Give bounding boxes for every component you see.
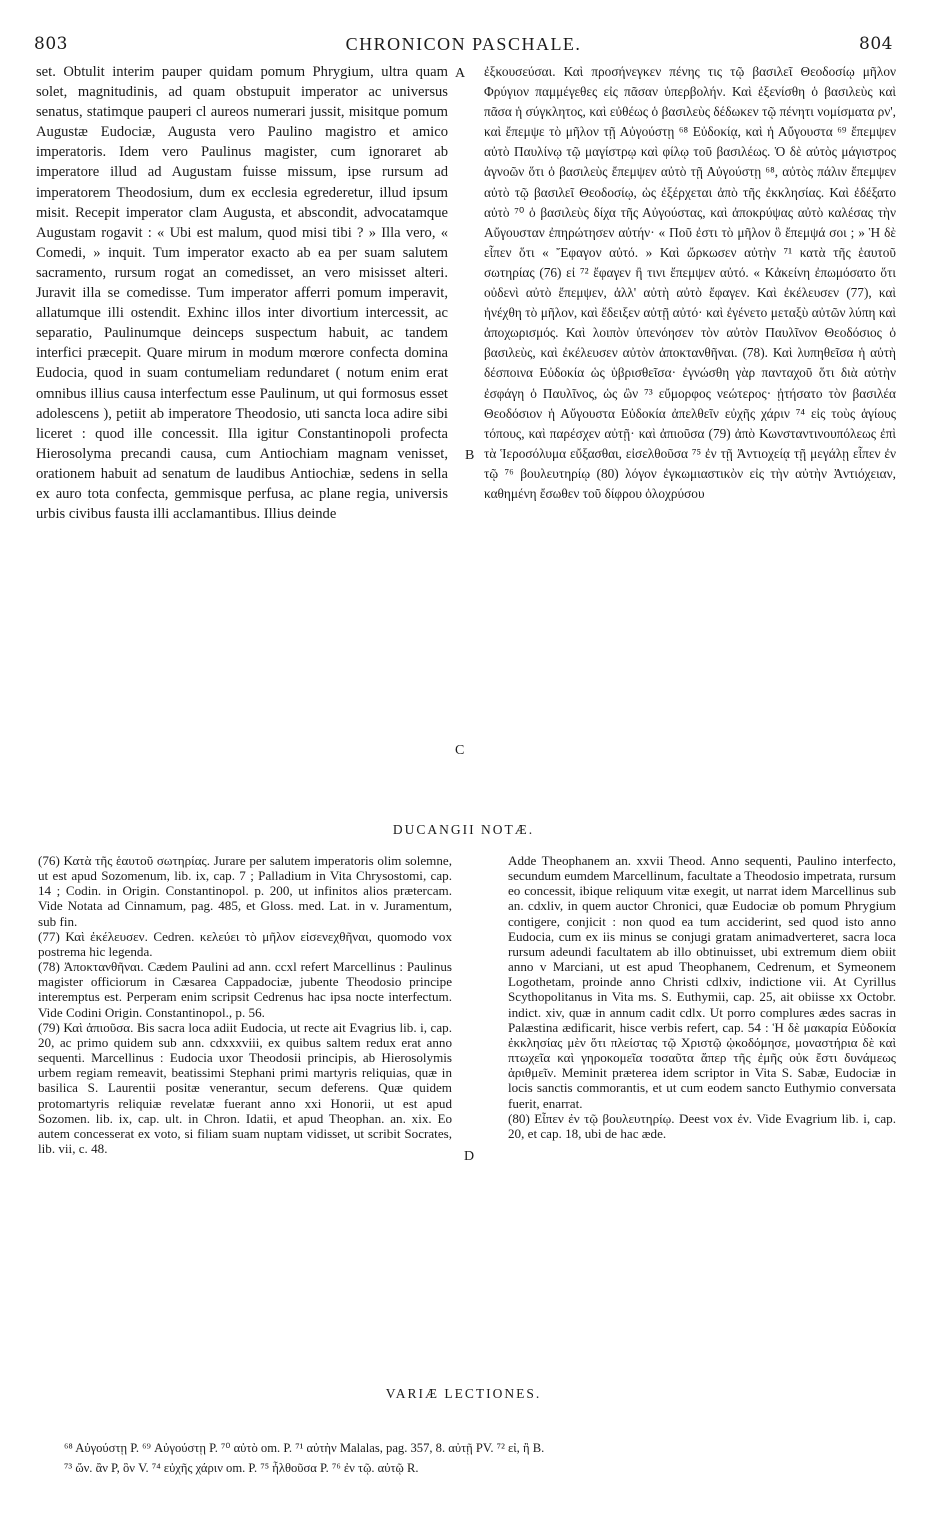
greek-column bbox=[484, 62, 896, 504]
page-number-left: 803 bbox=[34, 34, 68, 54]
latin-text: set. Obtulit interim pauper quidam pomum Phrygium, ultra quam solet, magnitudinis, ad quam obstupuit imperator ac universus senatus, statimque pauperi cl aureos numerari jussit, misitque pomum Augustæ Eudociæ, Augusta vero Paulino magistro et amico imperatoris. Idem vero Paulinus magister, cum ignoraret ab imperatore illud ad Augustam fuisse missum, ipse rursum ad imperatorem Theodosium, dum ex ecclesia egrederetur, illud ipsum misit. Recepit imperator clam Augusta, et abscondit, advocatamque Augustam rogavit : « Ubi est malum, quod misi tibi ? » Illa vero, « Comedi, » inquit. Tum imperator exacto ab ea per suam salutem sacramento, rursum rogat an comedisset, an vero misisset alteri. Juravit illa se comedisse. Tum imperator afferri pomum imperavit, allatumque illi ostendit. Exhinc illos inter divortium intercessit, ac separatio, Paulinumque deinceps suspectum habuit, ac tandem interfici præcepit. Quare mirum in modum mœrore confecta domina Eudocia, quod in suam contumeliam redundaret ( notum enim erat omnibus illius causa interfectum esse Paulinum, ut qui formosus esset adolescens ), petiit ab imperatore Theodosio, uti sancta loca adire sibi liceret : quod ille concessit. Illa igitur Constantinopoli profecta Hierosolyma precandi causa, cum Antiochiam magnam venisset, orationem habuit ad senatum de laudibus Antiochiæ, sedens in sella ex auro tota confecta, gemmisque perfusa, ac plane regia, universis urbis civibus fausta illi acclamantibus. Illius deinde bbox=[36, 64, 448, 523]
varia-line: ⁷³ ὤν. ἂν P, ὃν V. ⁷⁴ εὐχῆς χάριν om. P. ⁷⁵ ἦλθοῦσα P. ⁷⁶ ἐν τῷ. αὐτῷ R. bbox=[64, 1461, 419, 1475]
note-79: (79) Καὶ ἀπιοῦσα. Bis sacra loca adiit Eudocia, ut recte ait Evagrius lib. i, cap. 20, ac primo quidem sub ann. cdxxxviii, ex quibus saltem redux erat anno sequenti. Marcellinus : Eudocia uxor Theodosii principis, ab Hierosolymis urbem regiam remeavit, beatissimi Stephani primi martyris reliquias, quæ in basilica S. Laurentii positæ venerantur, secum deferens. Quæ quidem protomartyris reliquiæ revelatæ fuerant anno xxi Honorii, ut est apud Sozomen. lib. ix, cap. ult. in Chron. Idatii, et apud Theophan. an. xix. Eo autem concesserat ex voto, si filiam suam nuptam vidisset, ut scribit Socrates, lib. vii, c. 48. bbox=[38, 1019, 452, 1156]
note-79-continued: Adde Theophanem an. xxvii Theod. Anno sequenti, Paulino interfecto, secundum eumdem Marcellinum, facultate a Theodosio impetrata, rursum eo concessit, ibique reliquum vitæ exegit, ut narrat idem Marcellinus sub an. cdxliv, in quem auctor Chronici, quæ Eudociæ ob pomum Phrygium contigere, conjicit : non quod ea tum acciderint, sed quod isto anno Eudocia, cum ex iis minus se conjugi gratam animadverteret, sacra loca rursum adeundi facultatem ab illo obtinuisset, ubi extremum diem obiit anno v Marciani, ut est apud Theophanem, Cedrenum, et Symeonem Logothetam, proinde anno Christi cdlxiv, indictione vii. At Cyrillus Scythopolitanus in Vita ms. S. Euthymii, cap. 25, ait obiisse xx Octobr. indict. xiv, quæ in annum cadit cdlx. Ut porro complures ædes sacras in Palæstina ædificarit, hisce verbis refert, cap. 54 : Ἡ δὲ μακαρία Εὐδοκία ἐκκλησίας μὲν ὅτι πλείστας τῷ Χριστῷ ᾠκοδόμησε, μοναστήρια δὲ καὶ πτωχεῖα καὶ γηροκομεῖα τοσαῦτα ἅπερ τῆς ἐμῆς οὐκ ἔστι δυνάμεως ἀριθμεῖν. Meminit præterea idem scriptor in Vita S. Sabæ, Eudociæ in locis sanctis commorantis, et ut cum eodem sancto Euthymio conversata fuerit, enarrat. bbox=[508, 853, 896, 1111]
note-77: (77) Καὶ ἐκέλευσεν. Cedren. κελεύει τὸ μῆλον εἰσενεχθῆναι, quomodo vox postrema hic legenda. bbox=[38, 928, 452, 959]
note-76: (76) Κατὰ τῆς ἑαυτοῦ σωτηρίας. Jurare per salutem imperatoris olim solemne, ut est apud Sozomenum, lib. ix, cap. 7 ; Palladium in Vita Chrysostomi, cap. 14 ; Codin. in Origin. Constantinopol. p. 200, ut infinitos alios prætercam. Vide Notata ad Cinnamum, pag. 485, et Gloss. med. Lat. in v. Juramentum, sub fin. bbox=[38, 853, 452, 929]
page-title: CHRONICON PASCHALE. bbox=[345, 34, 582, 54]
note-80: (80) Εἶπεν ἐν τῷ βουλευτηρίῳ. Deest vox ἐν. Vide Evagrium lib. i, cap. 20, et cap. 18, ubi de hac æde. bbox=[508, 1110, 896, 1141]
notes-right-column bbox=[508, 853, 896, 1141]
page-number-right: 804 bbox=[859, 34, 893, 54]
latin-column bbox=[36, 62, 448, 524]
margin-letter-b: B bbox=[465, 448, 475, 463]
margin-letter-a: A bbox=[455, 66, 466, 81]
margin-letter-c: C bbox=[455, 743, 465, 758]
note-78: (78) Ἀποκτανθῆναι. Cædem Paulini ad ann. ccxl refert Marcellinus : Paulinus magister officiorum in Cæsarea Cappadociæ, jubente Theodosio principe interemptus est. Perperam enim scripsit Cedrenus hac ipsa nocte interfectum. Vide Codini Origin. Constantinopol., p. 56. bbox=[38, 959, 452, 1020]
notes-left-column bbox=[38, 853, 452, 1156]
variae-lectiones-heading: VARIÆ LECTIONES. bbox=[385, 1386, 542, 1401]
running-header bbox=[34, 34, 893, 56]
greek-text: ἐξκουσεύσαι. Καὶ προσήνεγκεν πένης τις τῷ βασιλεῖ Θεοδοσίῳ μῆλον Φρύγιον παμμέγεθες εἰς πᾶσαν ὑπερβολήν. Καὶ ἐξενίσθη ὁ βασιλεὺς καὶ πᾶσα ἡ σύγκλητος, καὶ εὐθέως ὁ βασιλεὺς δέδωκεν τῷ πένητι νομίσματα ρν', καὶ ἔπεμψε τὸ μῆλον τῇ Αὐγούστῃ ⁶⁸ Εὐδοκίᾳ, καὶ ἡ Αὔγουστα ⁶⁹ ἔπεμψεν αὐτὸ Παυλίνῳ τῷ μαγίστρῳ καὶ φίλῳ τοῦ βασιλέως. Ὁ δὲ αὐτὸς μάγιστρος ἀγνοῶν ὅτι ὁ βασιλεὺς ἔπεμψεν αὐτὸ τῇ Αὐγούστῃ ⁶⁸, αὐτὸς πάλιν ἔπεμψεν αὐτὸ τῷ βασιλεῖ Θεοδοσίῳ, ὡς ἐξέρχεται ἀπὸ τῆς ἐκκλησίας. Καὶ ἐδέξατο αὐτὸ ⁷⁰ ὁ βασιλεὺς δίχα τῆς Αὐγούστας, καὶ ἀποκρύψας αὐτὸ καλέσας τὴν Αὔγουσταν ἐπηρώτησεν αὐτήν· « Ποῦ ἐστι τὸ μῆλον ὃ ἔπεμψά σοι ; » Ἡ δὲ εἶπεν ὅτι « Ἔφαγον αὐτό. » Καὶ ὤρκωσεν αὐτὴν ⁷¹ κατὰ τῆς ἑαυτοῦ σωτηρίας (76) εἰ ⁷² ἔφαγεν ἢ τινι ἔπεμψεν αὐτό. « Κἀκείνη ἐπωμόσατο ὅτι οὐδενὶ αὐτὸ ἔπεμψεν, ἀλλ' αὐτὴ αὐτὸ ἔφαγεν. Καὶ ἐκέλευσεν (77), καὶ ἠνέχθη τὸ μῆλον, καὶ ἔδειξεν αὐτῇ αὐτό· καὶ ἐγένετο μεταξὺ αὐτῶν λύπη καὶ ἀποχωρισμός. Καὶ λοιπὸν ὑπενόησεν τὸν αὐτὸν Παυλῖνον Θεοδόσιος ὁ βασιλεὺς, καὶ ἐκέλευσεν αὐτὸν ἀποκτανθῆναι. (78). Καὶ λυπηθεῖσα ἡ αὐτὴ δέσποινα Εὐδοκία ὡς ὑβρισθεῖσα· ἐγνώσθη γὰρ πανταχοῦ ὅτι διὰ αὐτὴν ἐσφάγη ὁ Παυλῖνος, ὡς ὢν ⁷³ εὔμορφος νεώτερος· ᾐτήσατο τὸν βασιλέα Θεοδόσιον ἡ Αὔγουστα Εὐδοκία ἀπελθεῖν εὐχῆς χάριν ⁷⁴ εἰς τοὺς ἁγίους τόπους, καὶ παρέσχεν αὐτῇ· καὶ ἀπιοῦσα (79) ἀπὸ Κωνσταντινουπόλεως ἐπὶ τὰ Ἱεροσόλυμα εὔξασθαι, εἰσελθοῦσα ⁷⁵ ἐν τῇ Ἀντιοχείᾳ τῇ μεγάλῃ εἶπεν ἐν τῷ ⁷⁶ βουλευτηρίῳ (80) λόγον ἐγκωμιαστικὸν εἰς τὴν αὐτὴν Ἀντιόχειαν, καθημένη ἔσωθεν τοῦ δίφρου ὁλοχρύσου bbox=[484, 64, 896, 501]
notes-heading: DUCANGII NOTÆ. bbox=[392, 822, 535, 837]
variae-lectiones bbox=[64, 1438, 887, 1478]
varia-line: ⁶⁸ Αὐγούστῃ P. ⁶⁹ Αὐγούστῃ P. ⁷⁰ αὐτὸ om. P. ⁷¹ αὐτὴν Malalas, pag. 357, 8. αὐτῇ PV. ⁷² εἰ, ἢ B. bbox=[64, 1441, 545, 1455]
margin-letter-d: D bbox=[464, 1149, 475, 1164]
